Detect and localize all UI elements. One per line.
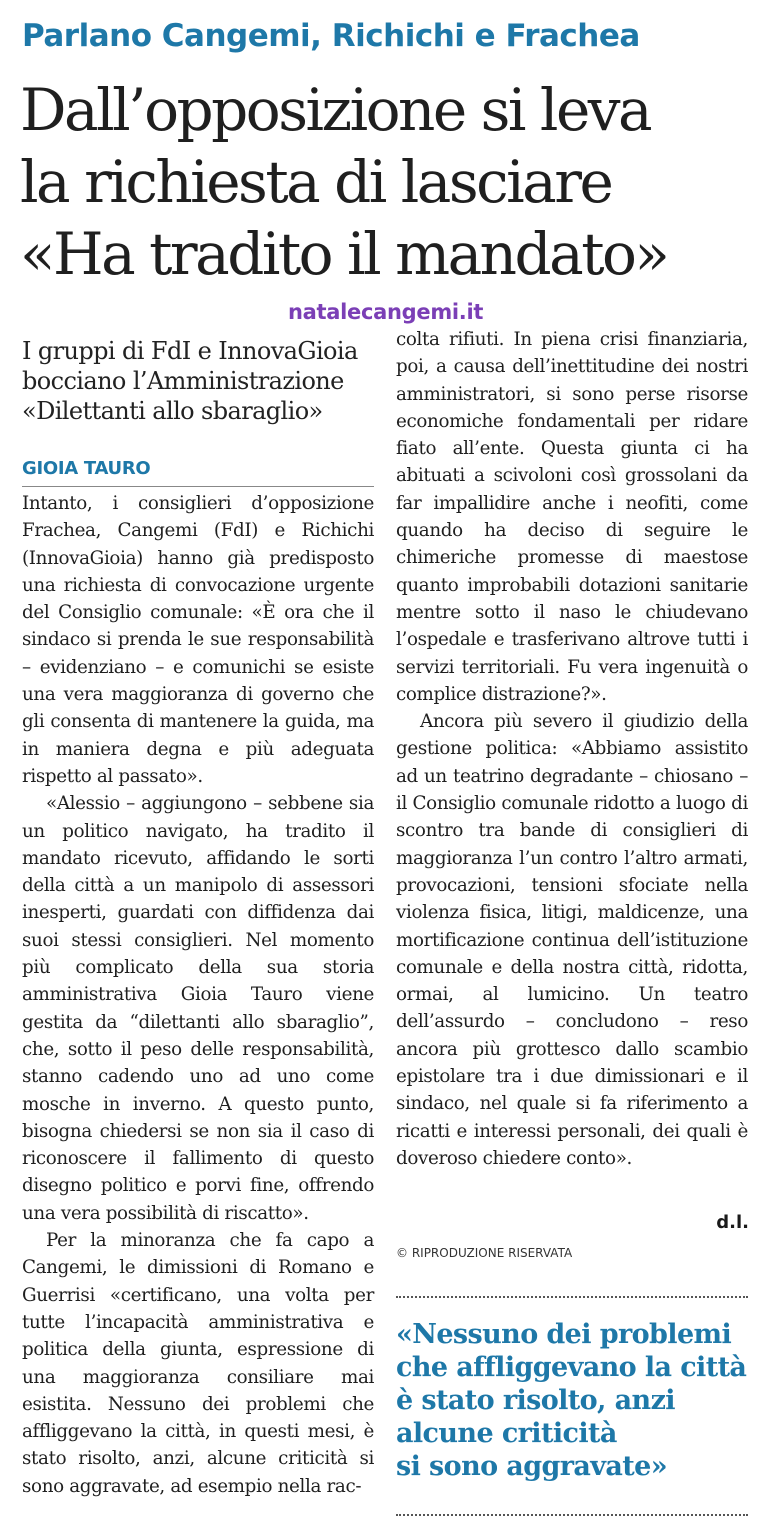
body-column-right	[396, 326, 748, 1172]
kicker: Parlano Cangemi, Richichi e Frachea	[22, 18, 640, 54]
section-label: GIOIA TAURO	[22, 458, 151, 479]
paragraph: «Alessio – aggiungono – sebbene sia un politico navigato, ha tradito il mandato ricevuto, affidando le sorti della città a un manipolo di assessori inesperti, guardati con diffidenza dai suoi stessi consiglieri. Nel momento più complicato della sua storia amministrativa Gioia Tauro viene gestita da “dilettanti allo sbaraglio”, che, sotto il peso delle responsabilità, stanno cadendo uno ad uno come mosche in inverno. A questo punto, bisogna chiedersi se non sia il caso di riconoscere il fallimento di questo disegno politico e porvi fine, offrendo una vera possibilità di riscatto».	[22, 793, 374, 1224]
paragraph: Intanto, i consiglieri d’opposizione Frachea, Cangemi (FdI) e Richichi (InnovaGioia) hanno già predisposto una richiesta di convocazione urgente del Consiglio comunale: «È ora che il sindaco si prenda le sue responsabilità – evidenziano – e comunichi se esiste una vera maggioranza di governo che gli consenta di mantenere la guida, ma in maniera degna e più adeguata rispetto al passato».	[22, 493, 374, 787]
watermark: natalecangemi.it	[288, 300, 484, 324]
body-column-left	[22, 490, 374, 1500]
copyright-notice: © RIPRODUZIONE RISERVATA	[396, 1246, 573, 1260]
pullquote-line: che affliggevano la città	[396, 1352, 747, 1383]
pullquote-line: si sono aggravate»	[396, 1451, 667, 1482]
headline	[20, 74, 760, 290]
headline-line: Dall’opposizione si leva	[20, 76, 651, 144]
pullquote-top-divider	[396, 1296, 748, 1298]
section-divider	[22, 486, 374, 487]
subhead-line: I gruppi di FdI e InnovaGioia	[22, 337, 358, 365]
headline-line: la richiesta di lasciare	[20, 148, 612, 216]
headline-line: «Ha tradito il mandato»	[20, 220, 668, 288]
subhead	[22, 336, 382, 426]
pullquote-line: è stato risolto, anzi	[396, 1385, 675, 1416]
subhead-line: bocciano l’Amministrazione	[22, 367, 344, 395]
subhead-line: «Dilettanti allo sbaraglio»	[22, 397, 323, 425]
pullquote	[396, 1318, 756, 1483]
pullquote-bottom-divider	[396, 1514, 748, 1516]
pullquote-line: alcune criticità	[396, 1418, 617, 1449]
paragraph: colta rifiuti. In piena crisi finanziaria, poi, a causa dell’inettitudine dei nostri amministratori, si sono perse risorse economiche fondamentali per ridare fiato all’ente. Questa giunta ci ha abituati a scivoloni così grossolani da far impallidire anche i neofiti, come quando ha deciso di seguire le chimeriche promesse di maestose quanto improbabili dotazioni sanitarie mentre sotto il naso le chiudevano l’ospedale e trasferivano altrove tutti i servizi territoriali. Fu vera ingenuità o complice distrazione?».	[396, 329, 748, 705]
pullquote-line: «Nessuno dei problemi	[396, 1319, 732, 1350]
paragraph: Per la minoranza che fa capo a Cangemi, le dimissioni di Romano e Guerrisi «certificano, una volta per tutte l’incapacità amministrativa e politica della giunta, espressione di una maggioranza consiliare mai esistita. Nessuno dei problemi che affliggevano la città, in questi mesi, è stato risolto, anzi, alcune criticità si sono aggravate, ad esempio nella rac-	[22, 1230, 374, 1497]
paragraph: Ancora più severo il giudizio della gestione politica: «Abbiamo assistito ad un teatrino degradante – chiosano – il Consiglio comunale ridotto a luogo di scontro tra bande di consiglieri di maggioranza l’un contro l’altro armati, provocazioni, tensioni sfociate nella violenza fisica, litigi, maldicenze, una mortificazione continua dell’istituzione comunale e della nostra città, ridotta, ormai, al lumicino. Un teatro dell’assurdo – concludono – reso ancora più grottesco dallo scambio epistolare tra i due dimissionari e il sindaco, nel quale si fa riferimento a ricatti e interessi personali, dei quali è doveroso chiedere conto».	[396, 711, 748, 1169]
author-signature: d.l.	[716, 1212, 749, 1233]
